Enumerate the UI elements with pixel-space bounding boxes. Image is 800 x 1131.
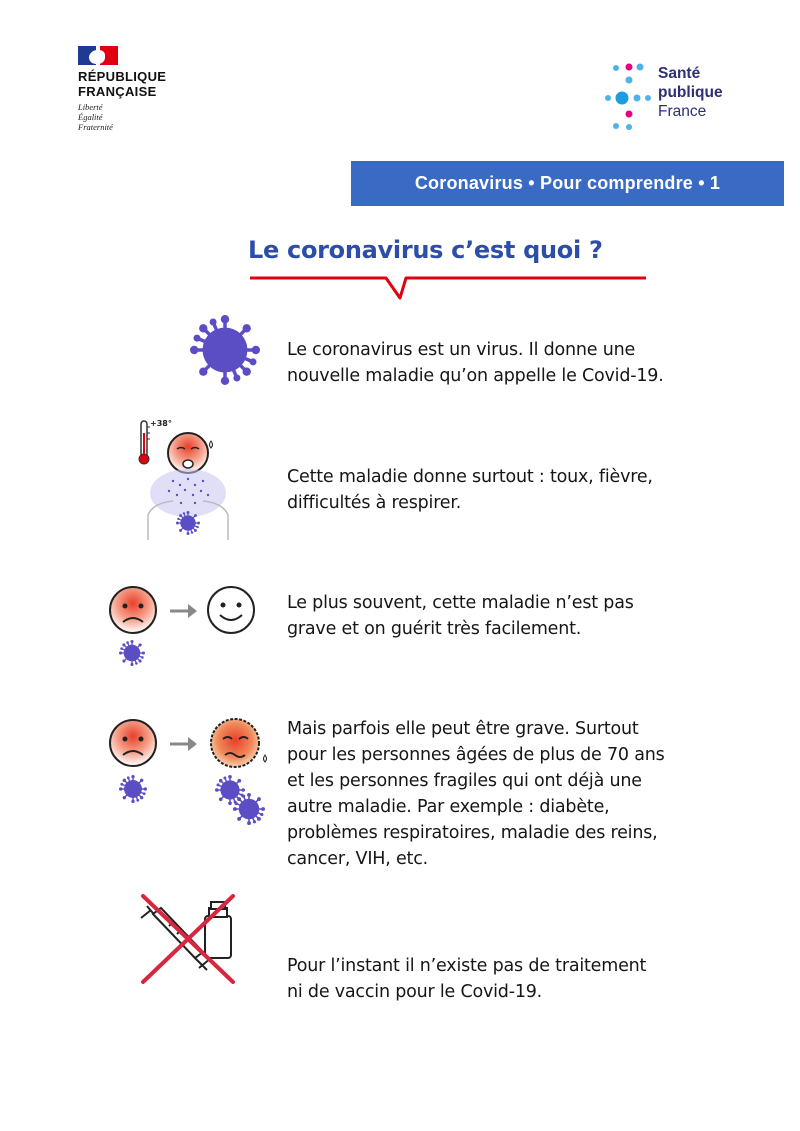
republique-francaise-logo	[78, 46, 228, 132]
marianne-flag-icon	[78, 46, 118, 65]
no-treatment-icon	[133, 888, 243, 988]
recovery-icon	[105, 582, 265, 668]
page-title: Le coronavirus c’est quoi ?	[248, 236, 603, 264]
spf-dots-icon	[602, 60, 658, 135]
virus-icon	[190, 315, 260, 385]
banner-text: Coronavirus • Pour comprendre • 1	[414, 173, 721, 193]
spf-wordmark: Santé publique France	[658, 65, 723, 120]
item-severe-text: Mais parfois elle peut être grave. Surtout pour les personnes âgées de plus de 70 ans et les personnes fragiles qui ont déjà une autre maladie. Par exemple : diabète, problèmes respiratoires, maladie des reins, cancer, VIH, etc.	[287, 719, 665, 869]
svg-text:+38°: +38°	[150, 419, 172, 428]
page-title-block	[248, 236, 648, 264]
item-virus-text: Le coronavirus est un virus. Il donne une nouvelle maladie qu’on appelle le Covid-19.	[287, 340, 664, 386]
sante-publique-france-logo	[602, 60, 752, 135]
speech-underline	[248, 236, 648, 306]
republique-motto: Liberté Égalité Fraternité	[78, 102, 113, 132]
sick-person-icon	[133, 415, 233, 545]
thermometer-icon	[139, 421, 150, 464]
series-banner	[351, 161, 784, 206]
item-no-treatment-text: Pour l’instant il n’existe pas de traitement ni de vaccin pour le Covid-19.	[287, 956, 647, 1002]
item-recovery-text: Le plus souvent, cette maladie n’est pas grave et on guérit très facilement.	[287, 593, 634, 639]
republique-name: RÉPUBLIQUE FRANÇAISE	[78, 69, 167, 99]
severe-illness-icon	[105, 715, 275, 830]
item-symptoms-text: Cette maladie donne surtout : toux, fièvre, difficultés à respirer.	[287, 467, 653, 513]
